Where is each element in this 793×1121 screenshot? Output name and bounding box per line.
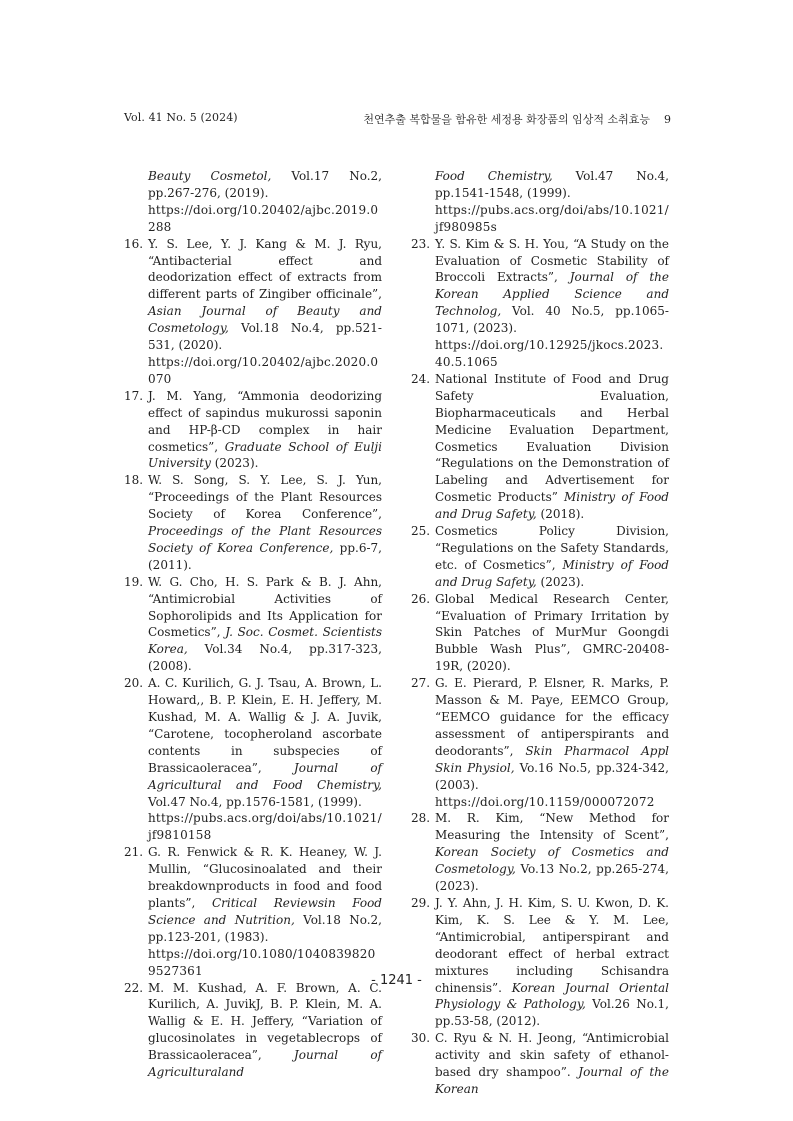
- reference-details: Vol.18 No.2, pp.123-201, (1983).: [148, 912, 382, 944]
- reference-number: 18.: [124, 473, 144, 488]
- reference-details: Vol.17 No.2, pp.267-276, (2019).: [148, 169, 382, 200]
- reference-entry: [411, 236, 669, 371]
- reference-text: [148, 844, 382, 945]
- reference-number: 16.: [124, 236, 144, 251]
- reference-continuation: [411, 168, 669, 236]
- reference-entry: [124, 844, 382, 979]
- reference-number: 30.: [411, 1031, 431, 1046]
- reference-authors-title: Y. S. Kim & S. H. You, “A Study on the Evaluation of Cosmetic Stability of Broccoli Extracts”,: [435, 236, 669, 285]
- reference-authors-title: Cosmetics Policy Division, “Regulations on the Safety Standards, etc. of Cosmetics”,: [435, 524, 669, 572]
- reference-details: Vol.26 No.1, pp.53-58, (2012).: [435, 997, 669, 1029]
- reference-journal: Proceedings of the Plant Resources Society of Korea Conference,: [148, 524, 382, 555]
- reference-number: 20.: [124, 676, 144, 691]
- reference-number: 19.: [124, 574, 144, 589]
- reference-number: 22.: [124, 980, 144, 995]
- reference-entry: [124, 236, 382, 388]
- references-left-column: [124, 168, 382, 1081]
- reference-doi-link[interactable]: https://doi.org/10.20402/ajbc.2019.0288: [148, 202, 379, 234]
- reference-entry: [411, 810, 669, 895]
- reference-entry: [411, 675, 669, 810]
- reference-doi-link[interactable]: https://pubs.acs.org/doi/abs/10.1021/jf980985s: [435, 202, 669, 234]
- reference-entry: [124, 574, 382, 675]
- reference-number: 28.: [411, 811, 431, 826]
- reference-details: Vo.13 No.2, pp.265-274, (2023).: [435, 862, 669, 894]
- reference-entry: [411, 1030, 669, 1098]
- reference-journal: Critical Reviewsin Food Science and Nutrition,: [148, 895, 382, 927]
- reference-text: [435, 236, 669, 337]
- reference-text: [148, 574, 382, 675]
- reference-entry: [411, 591, 669, 676]
- reference-text: [435, 523, 669, 591]
- running-head-page-number: 9: [664, 113, 671, 126]
- reference-details: Vol. 40 No.5, pp.1065-1071, (2023).: [435, 304, 669, 336]
- reference-entry: [411, 523, 669, 591]
- reference-details: Vol.47 No.4, pp.1576-1581, (1999).: [148, 794, 362, 809]
- reference-journal: Journal of the Korean: [435, 1065, 669, 1096]
- reference-journal: Korean Society of Cosmetics and Cosmetology,: [435, 845, 669, 877]
- reference-number: 29.: [411, 895, 431, 910]
- reference-journal: Journal of Agriculturaland: [148, 1048, 382, 1080]
- reference-details: (2023).: [210, 456, 259, 471]
- reference-text: [148, 675, 382, 810]
- reference-authors-title: M. M. Kushad, A. F. Brown, A. C. Kurilich, A. JuvikJ, B. P. Klein, M. A. Wallig & E. H. Jeffery, “Variation of glucosinolates in vegetablecrops of Brassicaoleracea”,: [148, 980, 382, 1063]
- reference-doi-link[interactable]: https://doi.org/10.20402/ajbc.2020.0070: [148, 354, 379, 386]
- reference-journal: J. Soc. Cosmet. Scientists Korea,: [148, 625, 382, 657]
- reference-entry: [124, 472, 382, 573]
- reference-entry: [411, 895, 669, 1030]
- reference-number: 23.: [411, 236, 431, 251]
- reference-authors-title: A. C. Kurilich, G. J. Tsau, A. Brown, L. Howard,, B. P. Klein, E. H. Jeffery, M. Kushad, M. A. Wallig & J. A. Juvik, “Carotene, tocopheroland ascorbate contents in subspecies of Brassicaoleracea”,: [148, 676, 382, 775]
- reference-text: [148, 472, 382, 573]
- reference-journal: Graduate School of Eulji University: [148, 439, 382, 471]
- reference-journal: Skin Pharmacol Appl Skin Physiol,: [435, 743, 669, 775]
- page-footer-number: - 1241 -: [371, 973, 422, 988]
- reference-journal: Beauty Cosmetol,: [148, 169, 272, 183]
- reference-entry: [124, 675, 382, 844]
- reference-details: Vol.47 No.4, pp.1541-1548, (1999).: [435, 169, 669, 200]
- reference-text: [435, 168, 669, 202]
- reference-doi-link[interactable]: https://doi.org/10.12925/jkocs.2023.40.5.1065: [435, 338, 664, 369]
- reference-details: Vo.16 No.5, pp.324-342, (2003).: [435, 760, 669, 792]
- reference-authors-title: C. Ryu & N. H. Jeong, “Antimicrobial activity and skin safety of ethanol-based dry shampoo”.: [435, 1031, 669, 1080]
- reference-doi-link[interactable]: https://pubs.acs.org/doi/abs/10.1021/jf9810158: [148, 811, 382, 843]
- reference-entry: [124, 980, 382, 1081]
- reference-number: 17.: [124, 388, 144, 403]
- reference-text: [435, 591, 669, 676]
- reference-journal: Korean Journal Oriental Physiology & Pathology,: [435, 980, 670, 1012]
- reference-details: Vol.34 No.4, pp.317-323, (2008).: [148, 642, 382, 674]
- reference-number: 27.: [411, 676, 431, 691]
- reference-number: 25.: [411, 524, 431, 539]
- reference-text: [435, 675, 669, 793]
- reference-number: 26.: [411, 591, 431, 606]
- running-head-volume: Vol. 41 No. 5 (2024): [124, 111, 238, 124]
- reference-doi-link[interactable]: https://doi.org/10.1159/000072072: [435, 794, 655, 809]
- reference-details: pp.6-7, (2011).: [148, 540, 382, 572]
- reference-number: 21.: [124, 845, 144, 860]
- reference-details: Vol.18 No.4, pp.521-531, (2020).: [148, 321, 382, 353]
- reference-doi-link[interactable]: https://doi.org/10.1080/10408398209527361: [148, 946, 376, 978]
- reference-authors-title: National Institute of Food and Drug Safety Evaluation, Biopharmaceuticals and Herbal Medicine Evaluation Department, Cosmetics Evaluation Division “Regulations on the Demonstration of Labeling and Advertisement for Cosmetic Products”: [435, 371, 669, 505]
- reference-text: [435, 1030, 669, 1098]
- reference-authors-title: G. R. Fenwick & R. K. Heaney, W. J. Mullin, “Glucosinoalated and their breakdownproducts in food and food plants”,: [148, 845, 382, 910]
- reference-journal: Ministry of Food and Drug Safety,: [435, 557, 669, 589]
- reference-authors-title: M. R. Kim, “New Method for Measuring the Intensity of Scent”,: [435, 811, 669, 843]
- reference-details: (2018).: [536, 507, 585, 522]
- reference-authors-title: G. E. Pierard, P. Elsner, R. Marks, P. Masson & M. Paye, EEMCO Group, “EEMCO guidance for the efficacy assessment of antiperspirants and deodorants”,: [435, 676, 669, 758]
- reference-details: (2023).: [536, 574, 585, 589]
- reference-text: [148, 236, 382, 354]
- reference-journal: Journal of Agricultural and Food Chemistry,: [148, 760, 382, 792]
- reference-journal: Ministry of Food and Drug Safety,: [435, 490, 669, 522]
- reference-journal: Asian Journal of Beauty and Cosmetology,: [148, 304, 382, 336]
- reference-journal: Journal of the Korean Applied Science and Technolog,: [435, 270, 669, 319]
- reference-authors-title: Global Medical Research Center, “Evaluation of Primary Irritation by Skin Patches of MurMur Goongdi Bubble Wash Plus”, GMRC-20408-19R, (2020).: [435, 591, 669, 674]
- running-head-article-title: 천연추출 복합물을 함유한 세정용 화장품의 임상적 소취효능: [363, 113, 650, 126]
- reference-text: [148, 980, 382, 1081]
- reference-text: [435, 371, 669, 523]
- reference-authors-title: J. M. Yang, “Ammonia deodorizing effect of sapindus mukurossi saponin and HP-β-CD complex in hair cosmetics”,: [148, 388, 382, 454]
- reference-authors-title: Y. S. Lee, Y. J. Kang & M. J. Ryu, “Antibacterial effect and deodorization effect of extracts from different parts of Zingiber officinale”,: [148, 236, 382, 302]
- reference-text: [148, 168, 382, 202]
- reference-authors-title: W. S. Song, S. Y. Lee, S. J. Yun, “Proceedings of the Plant Resources Society of Korea Conference”,: [148, 473, 382, 522]
- reference-text: [435, 810, 669, 895]
- reference-number: 24.: [411, 371, 431, 386]
- reference-entry: [124, 388, 382, 473]
- running-head-title: [363, 111, 671, 127]
- reference-continuation: [124, 168, 382, 236]
- reference-authors-title: W. G. Cho, H. S. Park & B. J. Ahn, “Antimicrobial Activities of Sophorolipids and Its Application for Cosmetics”,: [148, 574, 382, 640]
- reference-authors-title: J. Y. Ahn, J. H. Kim, S. U. Kwon, D. K. Kim, K. S. Lee & Y. M. Lee, “Antimicrobial, antiperspirant and deodorant effect of herbal extract mixtures including Schisandra chinensis”.: [435, 895, 669, 995]
- reference-journal: Food Chemistry,: [435, 169, 553, 183]
- reference-entry: [411, 371, 669, 523]
- reference-text: [435, 895, 669, 1030]
- references-right-column: [411, 168, 669, 1098]
- reference-text: [148, 388, 382, 473]
